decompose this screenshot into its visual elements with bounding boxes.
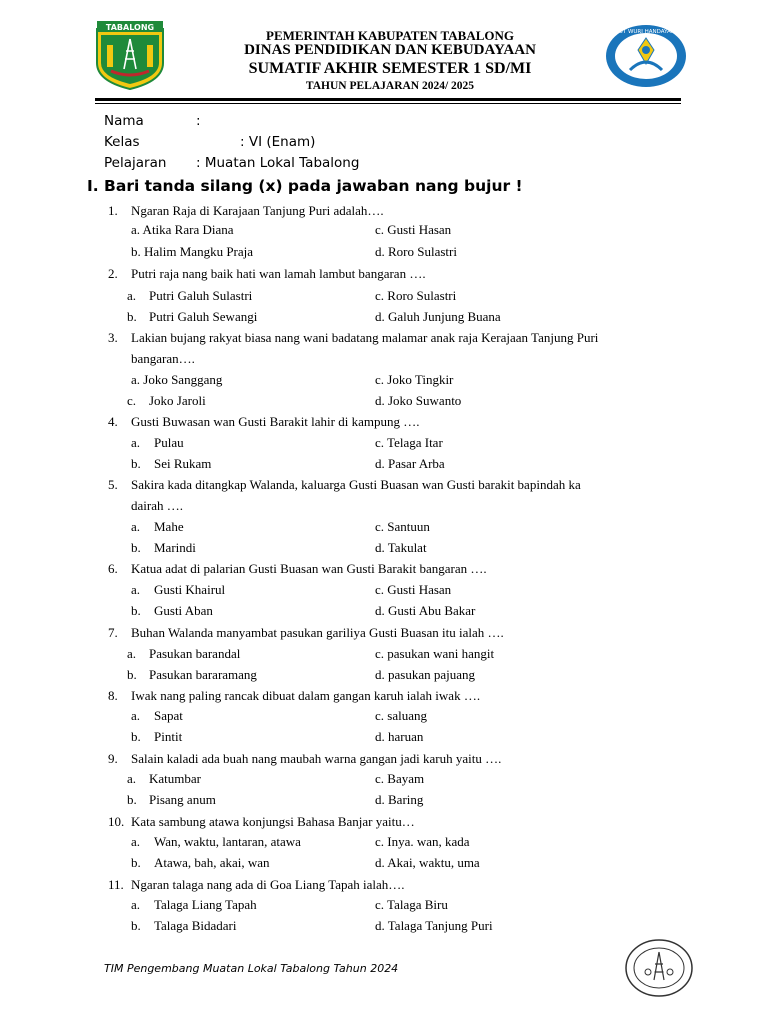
option-a: Mahe: [154, 519, 184, 534]
option-b: Pisang anum: [149, 792, 216, 807]
nama-value: :: [196, 113, 201, 129]
option-c: c. Inya. wan, kada: [375, 834, 470, 849]
section-title: I. Bari tanda silang (x) pada jawaban nang bujur !: [87, 177, 523, 195]
option-a: Pulau: [154, 435, 184, 450]
header-exam-title: SUMATIF AKHIR SEMESTER 1 SD/MI: [248, 60, 532, 77]
option-a-letter: a.: [131, 582, 141, 597]
stamp-seal: [624, 938, 694, 998]
header-divider-thick: [95, 98, 681, 101]
option-c: c. Santuun: [375, 519, 430, 534]
option-d: d. Pasar Arba: [375, 456, 445, 471]
question-number: 7.: [108, 625, 118, 640]
option-b: Gusti Aban: [154, 603, 213, 618]
option-a: Putri Galuh Sulastri: [149, 288, 253, 303]
tabalong-logo: [93, 19, 167, 91]
footer-credit: TIM Pengembang Muatan Lokal Tabalong Tahun 2024: [104, 962, 399, 975]
option-b-letter: b.: [131, 603, 141, 618]
kelas-label: Kelas: [104, 134, 140, 150]
question-text: Katua adat di palarian Gusti Buasan wan Gusti Barakit bangaran ….: [131, 561, 487, 576]
option-b-letter: b.: [131, 456, 141, 471]
question-text-continued: bangaran….: [131, 351, 195, 366]
option-b: Joko Jaroli: [149, 393, 206, 408]
question-text: Iwak nang paling rancak dibuat dalam gangan karuh ialah iwak ….: [131, 688, 481, 703]
header-school-year: TAHUN PELAJARAN 2024/ 2025: [305, 80, 475, 92]
option-c: c. pasukan wani hangit: [375, 646, 495, 661]
option-d: d. Gusti Abu Bakar: [375, 603, 476, 618]
option-b-letter: b.: [131, 855, 141, 870]
option-a-letter: a.: [131, 834, 141, 849]
question-text: Kata sambung atawa konjungsi Bahasa Banjar yaitu…: [131, 814, 415, 829]
question-number: 5.: [108, 477, 118, 492]
option-a: Sapat: [154, 708, 183, 723]
option-a-letter: a.: [127, 288, 137, 303]
identity-kelas-row: [104, 134, 316, 150]
option-d: d. Joko Suwanto: [375, 393, 462, 408]
option-b-letter: b.: [127, 309, 137, 324]
option-c: c. saluang: [375, 708, 427, 723]
question-number: 1.: [108, 203, 118, 218]
tut-wuri-handayani-logo: [604, 24, 688, 88]
option-d: d. pasukan pajuang: [375, 667, 476, 682]
option-d: d. Akai, waktu, uma: [375, 855, 480, 870]
option-d: d. Takulat: [375, 540, 427, 555]
question-number: 6.: [108, 561, 118, 576]
option-b: Putri Galuh Sewangi: [149, 309, 258, 324]
option-a: Gusti Khairul: [154, 582, 226, 597]
option-b: Talaga Bidadari: [154, 918, 237, 933]
option-c: c. Roro Sulastri: [375, 288, 457, 303]
question-number: 8.: [108, 688, 118, 703]
option-b: Pasukan bararamang: [149, 667, 257, 682]
pelajaran-value: : Muatan Lokal Tabalong: [196, 155, 360, 171]
question-number: 2.: [108, 266, 118, 281]
question-number: 10.: [108, 814, 125, 829]
kelas-value: : VI (Enam): [240, 134, 316, 150]
option-b: Atawa, bah, akai, wan: [154, 855, 270, 870]
option-a: a. Atika Rara Diana: [131, 222, 234, 237]
question-text: Ngaran Raja di Karajaan Tanjung Puri adalah….: [131, 203, 384, 218]
logo-left-text: TABALONG: [105, 23, 155, 32]
identity-nama-row: [104, 113, 201, 129]
option-d: d. haruan: [375, 729, 424, 744]
header-department: DINAS PENDIDIKAN DAN KEBUDAYAAN: [244, 42, 536, 58]
option-c: c. Joko Tingkir: [375, 372, 454, 387]
question-text: Lakian bujang rakyat biasa nang wani badatang malamar anak raja Kerajaan Tanjung Puri: [131, 330, 599, 345]
option-b-letter: b.: [131, 729, 141, 744]
option-b-letter: b.: [127, 667, 137, 682]
option-d: d. Baring: [375, 792, 424, 807]
option-c: c. Gusti Hasan: [375, 222, 452, 237]
logo-right-text: TUT WURI HANDAYANI: [615, 29, 677, 35]
option-c: c. Telaga Itar: [375, 435, 443, 450]
question-number: 3.: [108, 330, 118, 345]
option-b: Marindi: [154, 540, 196, 555]
option-a-letter: a.: [131, 897, 141, 912]
question-text: Buhan Walanda manyambat pasukan gariliya Gusti Buasan itu ialah ….: [131, 625, 504, 640]
question-text: Sakira kada ditangkap Walanda, kaluarga Gusti Buasan wan Gusti barakit bapindah ka: [131, 477, 581, 492]
question-text: Ngaran talaga nang ada di Goa Liang Tapah ialah….: [131, 877, 405, 892]
option-a: a. Joko Sanggang: [131, 372, 223, 387]
question-text: Putri raja nang baik hati wan lamah lambut bangaran ….: [131, 266, 426, 281]
option-a: Pasukan barandal: [149, 646, 241, 661]
identity-pelajaran-row: [104, 155, 360, 171]
option-b: b. Halim Mangku Praja: [131, 244, 254, 259]
question-text: Salain kaladi ada buah nang maubah warna gangan jadi karuh yaitu ….: [131, 751, 502, 766]
option-d: d. Galuh Junjung Buana: [375, 309, 501, 324]
option-a-letter: a.: [131, 708, 141, 723]
option-d: d. Roro Sulastri: [375, 244, 457, 259]
question-number: 9.: [108, 751, 118, 766]
option-b-letter: b.: [127, 792, 137, 807]
option-b-letter: c.: [127, 393, 137, 408]
option-c: c. Gusti Hasan: [375, 582, 452, 597]
option-a-letter: a.: [131, 519, 141, 534]
header-divider-thin: [95, 103, 681, 104]
question-text-continued: dairah ….: [131, 498, 183, 513]
option-b: Sei Rukam: [154, 456, 212, 471]
question-number: 11.: [108, 877, 124, 892]
option-b-letter: b.: [131, 918, 141, 933]
option-a: Katumbar: [149, 771, 201, 786]
option-c: c. Bayam: [375, 771, 425, 786]
option-c: c. Talaga Biru: [375, 897, 448, 912]
pelajaran-label: Pelajaran: [104, 155, 167, 171]
question-text: Gusti Buwasan wan Gusti Barakit lahir di kampung ….: [131, 414, 420, 429]
option-a-letter: a.: [131, 435, 141, 450]
option-d: d. Talaga Tanjung Puri: [375, 918, 493, 933]
option-a-letter: a.: [127, 646, 137, 661]
option-a-letter: a.: [127, 771, 137, 786]
header-government: PEMERINTAH KABUPATEN TABALONG: [266, 28, 514, 43]
option-a: Talaga Liang Tapah: [154, 897, 257, 912]
nama-label: Nama: [104, 113, 144, 129]
option-b: Pintit: [154, 729, 183, 744]
option-a: Wan, waktu, lantaran, atawa: [154, 834, 301, 849]
option-b-letter: b.: [131, 540, 141, 555]
question-number: 4.: [108, 414, 118, 429]
